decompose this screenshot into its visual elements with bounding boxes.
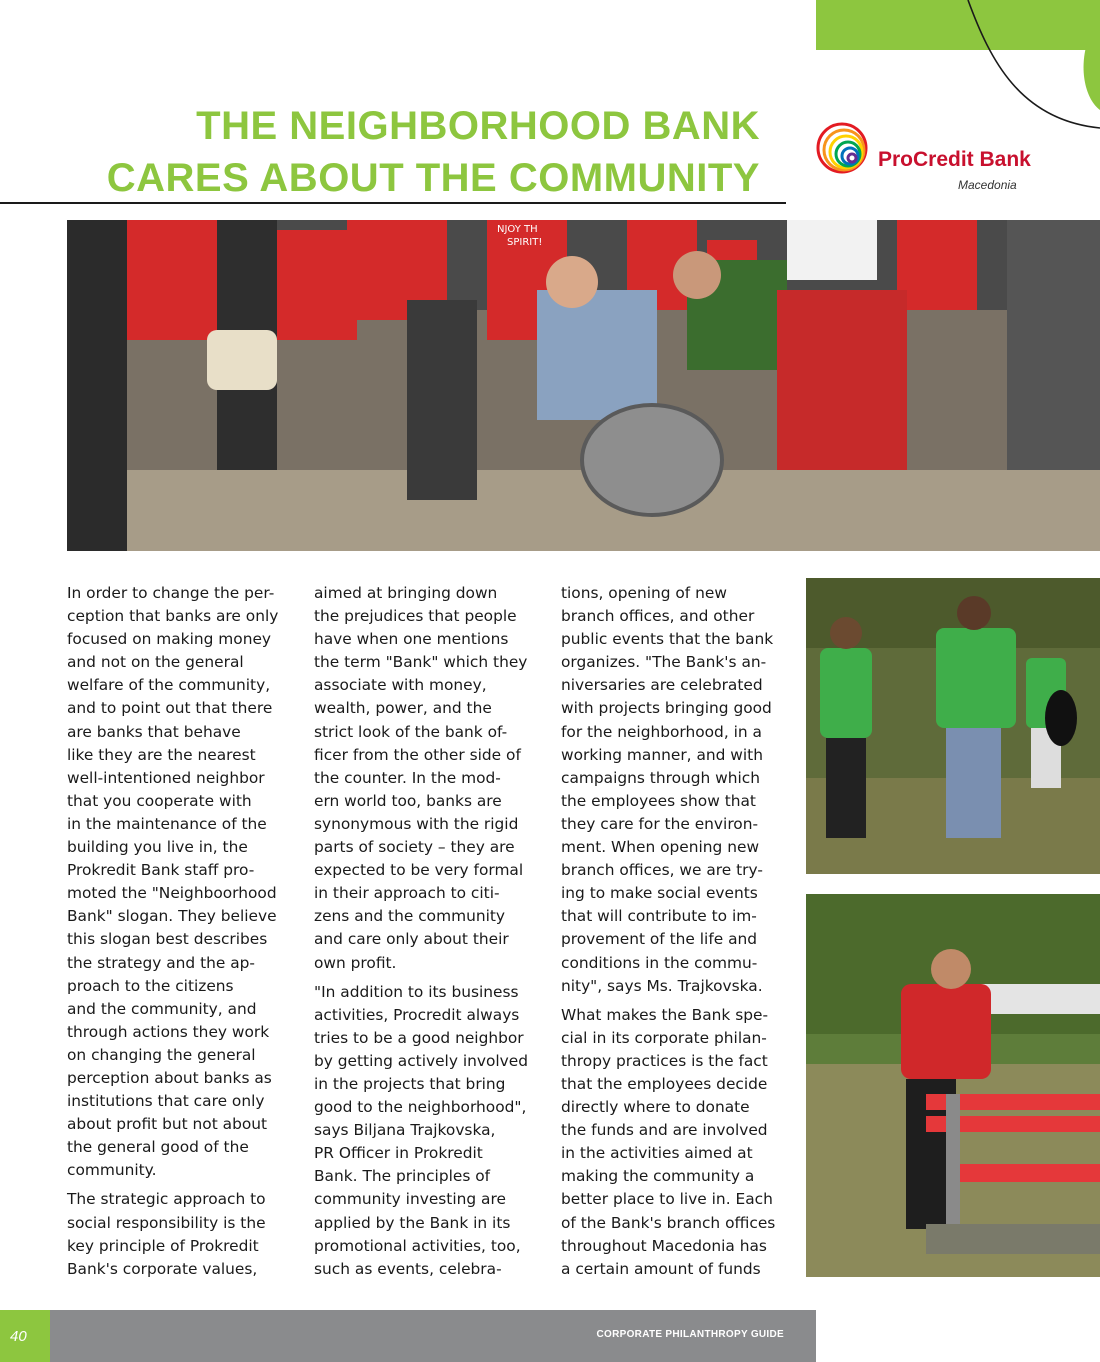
text-line: like they are the nearest bbox=[67, 745, 256, 764]
text-line: applied by the Bank in its bbox=[314, 1213, 511, 1232]
text-line: by getting actively involved bbox=[314, 1051, 529, 1070]
text-line: this slogan best describes bbox=[67, 930, 268, 949]
text-line: institutions that care only bbox=[67, 1092, 265, 1111]
shirt-text: NJOY TH bbox=[497, 224, 538, 235]
text-line: and not on the general bbox=[67, 653, 244, 672]
text-line: in their approach to citi- bbox=[314, 884, 500, 903]
text-line: provement of the life and bbox=[561, 930, 758, 949]
text-line: such as events, celebra- bbox=[314, 1259, 502, 1278]
cleanup-photo bbox=[806, 578, 1100, 874]
text-line: activities, Procredit always bbox=[314, 1005, 520, 1024]
text-line: about profit but not about bbox=[67, 1115, 268, 1134]
text-line: working manner, and with bbox=[561, 745, 763, 764]
text-line: What makes the Bank spe- bbox=[561, 1005, 769, 1024]
text-line: Bank's corporate values, bbox=[67, 1259, 258, 1278]
text-column-3 bbox=[561, 582, 789, 1287]
text-line: have when one mentions bbox=[314, 630, 509, 649]
text-line: tions, opening of new bbox=[561, 584, 727, 602]
logo-wordmark: ProCredit Bank bbox=[878, 148, 1031, 171]
text-line: PR Officer in Prokredit bbox=[314, 1144, 483, 1163]
logo-country: Macedonia bbox=[958, 178, 1017, 192]
text-line: tries to be a good neighbor bbox=[314, 1028, 524, 1047]
text-line: own profit. bbox=[314, 953, 397, 972]
text-line: proach to the citizens bbox=[67, 976, 234, 995]
text-line: cial in its corporate philan- bbox=[561, 1028, 767, 1047]
text-line: conditions in the commu- bbox=[561, 953, 758, 972]
text-line: for the neighborhood, in a bbox=[561, 722, 762, 741]
paragraph bbox=[561, 1004, 789, 1281]
text-line: the prejudices that people bbox=[314, 607, 517, 626]
text-line: key principle of Prokredit bbox=[67, 1236, 259, 1255]
footer-bar bbox=[50, 1310, 816, 1362]
text-line: with projects bringing good bbox=[561, 699, 772, 718]
text-line: in the maintenance of the bbox=[67, 814, 267, 833]
text-line: well-intentioned neighbor bbox=[67, 768, 265, 787]
text-line: ing to make social events bbox=[561, 884, 758, 903]
text-line: promotional activities, too, bbox=[314, 1236, 521, 1255]
title-line: THE NEIGHBORHOOD BANK bbox=[196, 104, 760, 148]
text-line: the term "Bank" which they bbox=[314, 653, 528, 672]
paragraph bbox=[561, 582, 789, 998]
text-column-1 bbox=[67, 582, 295, 1287]
text-line: social responsibility is the bbox=[67, 1213, 266, 1232]
text-line: through actions they work bbox=[67, 1022, 270, 1041]
title-rule bbox=[0, 202, 786, 204]
text-line: better place to live in. Each bbox=[561, 1190, 773, 1209]
text-line: organizes. "The Bank's an- bbox=[561, 653, 767, 672]
text-line: niversaries are celebrated bbox=[561, 676, 763, 695]
text-line: In order to change the per- bbox=[67, 584, 275, 602]
text-line: and to point out that there bbox=[67, 699, 273, 718]
paragraph bbox=[67, 1188, 295, 1280]
paragraph bbox=[67, 582, 295, 1182]
text-line: focused on making money bbox=[67, 630, 272, 649]
main-photo bbox=[67, 220, 1100, 551]
text-line: associate with money, bbox=[314, 676, 487, 695]
page-number: 40 bbox=[10, 1328, 27, 1345]
text-line: says Biljana Trajkovska, bbox=[314, 1121, 496, 1140]
logo-circles-icon bbox=[812, 120, 882, 190]
text-line: are banks that behave bbox=[67, 722, 241, 741]
text-line: of the Bank's branch offices bbox=[561, 1213, 776, 1232]
text-line: community. bbox=[67, 1161, 157, 1180]
text-line: The strategic approach to bbox=[67, 1190, 266, 1209]
text-line: throughout Macedonia has bbox=[561, 1236, 767, 1255]
text-line: aimed at bringing down bbox=[314, 584, 498, 602]
text-line: and the community, and bbox=[67, 999, 257, 1018]
text-line: welfare of the community, bbox=[67, 676, 271, 695]
text-column-2 bbox=[314, 582, 542, 1287]
paragraph bbox=[314, 582, 542, 975]
text-line: branch offices, we are try- bbox=[561, 861, 763, 880]
text-line: in the activities aimed at bbox=[561, 1144, 753, 1163]
text-line: "In addition to its business bbox=[314, 982, 519, 1001]
text-line: the funds and are involved bbox=[561, 1121, 768, 1140]
text-line: Bank. The principles of bbox=[314, 1167, 491, 1186]
text-line: Bank" slogan. They believe bbox=[67, 907, 277, 926]
text-line: and care only about their bbox=[314, 930, 509, 949]
text-line: moted the "Neighboorhood bbox=[67, 884, 277, 903]
text-line: building you live in, the bbox=[67, 838, 248, 857]
title-line: CARES ABOUT THE COMMUNITY bbox=[106, 156, 760, 200]
text-line: a certain amount of funds bbox=[561, 1259, 761, 1278]
text-line: wealth, power, and the bbox=[314, 699, 492, 718]
text-line: synonymous with the rigid bbox=[314, 814, 519, 833]
procredit-logo bbox=[812, 120, 1032, 200]
text-line: that you cooperate with bbox=[67, 791, 252, 810]
text-line: on changing the general bbox=[67, 1045, 256, 1064]
text-line: that will contribute to im- bbox=[561, 907, 757, 926]
text-line: zens and the community bbox=[314, 907, 506, 926]
text-line: the counter. In the mod- bbox=[314, 768, 501, 787]
text-line: ception that banks are only bbox=[67, 607, 279, 626]
text-line: making the community a bbox=[561, 1167, 755, 1186]
text-line: community investing are bbox=[314, 1190, 506, 1209]
text-line: in the projects that bring bbox=[314, 1074, 506, 1093]
text-line: that the employees decide bbox=[561, 1074, 768, 1093]
text-line: thropy practices is the fact bbox=[561, 1051, 768, 1070]
text-line: directly where to donate bbox=[561, 1098, 750, 1117]
publication-title: CORPORATE PHILANTHROPY GUIDE bbox=[596, 1329, 784, 1340]
text-line: good to the neighborhood", bbox=[314, 1098, 527, 1117]
text-line: they care for the environ- bbox=[561, 814, 759, 833]
text-line: expected to be very formal bbox=[314, 861, 524, 880]
text-line: the employees show that bbox=[561, 791, 756, 810]
text-line: parts of society – they are bbox=[314, 838, 515, 857]
text-line: ment. When opening new bbox=[561, 838, 760, 857]
article-title bbox=[60, 100, 760, 204]
text-line: Prokredit Bank staff pro- bbox=[67, 861, 255, 880]
text-line: ficer from the other side of bbox=[314, 745, 521, 764]
shirt-text: SPIRIT! bbox=[507, 237, 543, 248]
text-line: perception about banks as bbox=[67, 1068, 272, 1087]
text-line: strict look of the bank of- bbox=[314, 722, 508, 741]
text-line: branch offices, and other bbox=[561, 607, 755, 626]
paragraph bbox=[314, 981, 542, 1281]
text-line: the strategy and the ap- bbox=[67, 953, 255, 972]
decorative-swoosh bbox=[960, 0, 1100, 140]
text-line: the general good of the bbox=[67, 1138, 249, 1157]
bench-painting-photo bbox=[806, 894, 1100, 1277]
text-line: nity", says Ms. Trajkovska. bbox=[561, 976, 763, 995]
text-line: public events that the bank bbox=[561, 630, 774, 649]
text-line: ern world too, banks are bbox=[314, 791, 502, 810]
text-line: campaigns through which bbox=[561, 768, 760, 787]
